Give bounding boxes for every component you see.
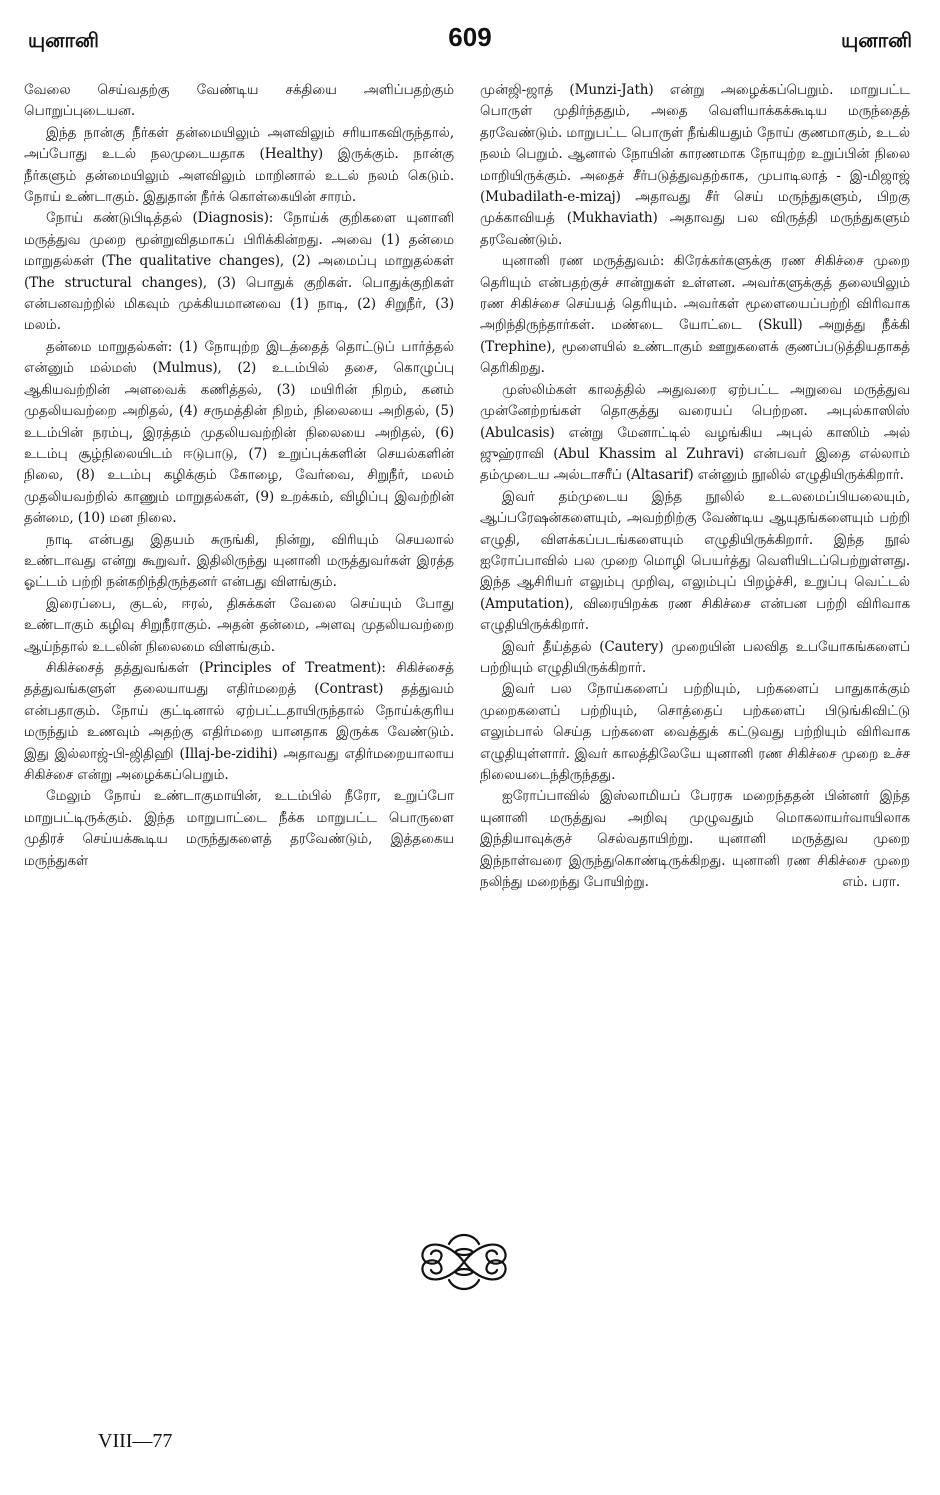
paragraph: நாடி என்பது இதயம் சுருங்கி, நின்று, விரியும் செயலால் உண்டாவது என்று கூறுவர். இதிலிருந்து யுனானி மருத்துவர்கள் இரத்த ஓட்டம் பற்றி நன்கறிந்திருந்தனர் என்பது விளங்கும். [24, 531, 454, 591]
paragraph: யுனானி ரண மருத்துவம்: கிரேக்கர்களுக்கு ரண சிகிச்சை முறை தெரியும் என்பதற்குச் சான்றுகள் உள்ளன. அவர்களுக்குத் தலையிலும் ரண சிகிச்சை செய்யத் தெரியும். அவர்கள் மூளையைப்பற்றி விரிவாக அறிந்திருந்தார்கள். மண்டை யோட்டை (Skull) அறுத்து நீக்கி (Trephine), மூளையில் உண்டாகும் ஊறுகளைக் குணப்படுத்தியதாகத் தெரிகிறது. [480, 253, 910, 377]
paragraph: மேலும் நோய் உண்டாகுமாயின், உடம்பில் நீரோ, உறுப்போ மாறுபட்டிருக்கும். இந்த மாறுபாட்டை நீக்க மாறுபட்ட பொருளை முதிரச் செய்யக்கூடிய மருந்துகளைத் தரவேண்டும், இத்தகைய மருந்துகள் [24, 788, 454, 869]
paragraph: முன்ஜி-ஜாத் (Munzi-Jath) என்று அழைக்கப்பெறும். மாறுபட்ட பொருள் முதிர்ந்ததும், அதை வெளியாக்கக்கூடிய மருந்தைத் தரவேண்டும். மாறுபட்ட பொருள் நீங்கியதும் நோய் குணமாகும், உடல் நலம் பெறும். ஆனால் நோயின் காரணமாக நோயுற்ற உறுப்பின் நிலை மாறியிருக்கும். அதைச் சீர்படுத்துவதற்காக, முபாடிலாத் - இ-மிஜாஜ் (Mubadilath-e-mizaj) அதாவது சீர் செய் மருந்துகளும், பிறகு முக்காவியத் (Mukhaviath) அதாவது பல விருத்தி மருந்துகளும் தரவேண்டும். [480, 82, 910, 248]
paragraph: நோய் கண்டுபிடித்தல் (Diagnosis): நோய்க் குறிகளை யுனானி மருத்துவ முறை மூன்றுவிதமாகப் பிரிக்கின்றது. அவை (1) தன்மை மாறுதல்கள் (The qualitative changes), (2) அமைப்பு மாறுதல்கள் (The structural changes), (3) பொதுக் குறிகள். பொதுக்குறிகள் என்பனவற்றில் மிகவும் முக்கியமானவை (1) நாடி, (2) சிறுநீர், (3) மலம். [24, 210, 454, 334]
paragraph: இவர் தம்முடைய இந்த நூலில் உடலமைப்பியலையும், ஆப்பரேஷன்களையும், அவற்றிற்கு வேண்டிய ஆயுதங்களையும் பற்றி எழுதி, விளக்கப்படங்களையும் எழுதியிருக்கிறார். இந்த நூல் ஐரோப்பாவில் பல முறை மொழி பெயர்த்து வெளியிடப்பெற்றுள்ளது. இந்த ஆசிரியர் எலும்பு முறிவு, எலும்புப் பிறழ்ச்சி, உறுப்பு வெட்டல் (Amputation), விரையிறக்க ரண சிகிச்சை என்பன பற்றி விரிவாக எழுதியிருக்கிறார். [480, 488, 910, 634]
page-number: 609 [448, 22, 492, 52]
paragraph: ஐரோப்பாவில் இஸ்லாமியப் பேரரசு மறைந்ததன் பின்னர் இந்த யுனானி மருத்துவ அறிவு முழுவதும் மொகலாயர்வாயிலாக இந்தியாவுக்குச் செல்வதாயிற்று. யுனானி மருத்துவ முறை இந்நாள்வரை இருந்துகொண்டிருக்கிறது. யுனானி ரண சிகிச்சை முறை நலிந்து மறைந்து போயிற்று. [480, 788, 910, 891]
paragraph: சிகிச்சைத் தத்துவங்கள் (Principles of Treatment): சிகிச்சைத் தத்துவங்களுள் தலையாயது எதிர்மறைத் (Contrast) தத்துவம் என்பதாகும். நோய் குட்டினால் ஏற்பட்டதாயிருந்தால் நோய்க்குரிய மருந்தும் உணவும் அதற்கு எதிர்மறை யானதாக இருக்க வேண்டும். இது இல்லாஜ்-பி-ஜிதிஹி (Illaj-be-zidihi) அதாவது எதிர்மறையாலாய சிகிச்சை என்று அழைக்கப்பெறும். [24, 659, 454, 783]
page-header [28, 22, 912, 58]
paragraph: இவர் தீய்த்தல் (Cautery) முறையின் பலவித உபயோகங்களைப் பற்றியும் எழுதியிருக்கிறார். [480, 638, 910, 676]
left-column [24, 80, 454, 872]
header-right-title: யுனானி [841, 28, 912, 52]
paragraph: தன்மை மாறுதல்கள்: (1) நோயுற்ற இடத்தைத் தொட்டுப் பார்த்தல் என்னும் மல்மஸ் (Mulmus), (2) உடம்பில் தசை, கொழுப்பு ஆகியவற்றின் அளவைக் கணித்தல், (3) மயிரின் நிறம், கனம் முதலியவற்றை அறிதல், (4) சருமத்தின் நிறம், நிலையை அறிதல், (5) உடம்பின் நரம்பு, இரத்தம் முதலியவற்றின் நிலையை அறிதல், (6) உடம்பு சூழ்நிலையிடம் ஈடுபாடு, (7) உறுப்புக்களின் செயல்களின் நிலை, (8) உடம்பு கழிக்கும் கோழை, வேர்வை, சிறுநீர், மலம் முதலியவற்றில் காணும் மாறுதல்கள், (9) உறக்கம், விழிப்பு இவற்றின் தன்மை, (10) மன நிலை. [24, 338, 454, 527]
floral-scroll-ornament-icon [409, 1222, 519, 1302]
volume-page-footer: VIII—77 [98, 1430, 173, 1452]
author-signature: எம். பரா. [842, 874, 900, 891]
paragraph: இந்த நான்கு நீர்கள் தன்மையிலும் அளவிலும் சரியாகவிருந்தால், அப்போது உடல் நலமுடையதாக (Healthy) இருக்கும். நான்கு நீர்களும் தன்மையிலும் அளவிலும் மாறினால் உடல் நலம் கெடும். நோய் உண்டாகும். இதுதான் நீர்க் கொள்கையின் சாரம். [24, 124, 454, 206]
paragraph: முஸ்லிம்கள் காலத்தில் அதுவரை ஏற்பட்ட அறுவை மருத்துவ முன்னேற்றங்கள் தொகுத்து வரையப் பெற்றன. அபுல்காஸிஸ் (Abulcasis) என்று மேனாட்டில் வழங்கிய அபுல் காஸிம் அல் ஜுஹ்ராவி (Abul Khassim al Zuhravi) என்பவர் இதை எல்லாம் தம்முடைய அல்டாசரீப் (Altasarif) என்னும் நூலில் எழுதியிருக்கிறார். [480, 381, 910, 484]
right-column [480, 80, 910, 894]
paragraph: இவர் பல நோய்களைப் பற்றியும், பற்களைப் பாதுகாக்கும் முறைகளைப் பற்றியும், சொத்தைப் பற்களைப் பிடுங்கிவிட்டு எலும்பால் செய்த பற்களை வைத்துக் கட்டுவது பற்றியும் விரிவாக எழுதியுள்ளார். இவர் காலத்திலேயே யுனானி ரண சிகிச்சை முறை உச்ச நிலையடைந்திருந்தது. [480, 681, 910, 783]
paragraph: இரைப்பை, குடல், ஈரல், திசுக்கள் வேலை செய்யும் போது உண்டாகும் கழிவு சிறுநீராகும். அதன் தன்மை, அளவு முதலியவற்றை ஆய்ந்தால் உடலின் நிலைமை விளங்கும். [24, 595, 454, 655]
paragraph: வேலை செய்வதற்கு வேண்டிய சக்தியை அளிப்பதற்கும் பொறுப்புடையன. [24, 82, 454, 120]
header-left-title: யுனானி [28, 28, 99, 52]
